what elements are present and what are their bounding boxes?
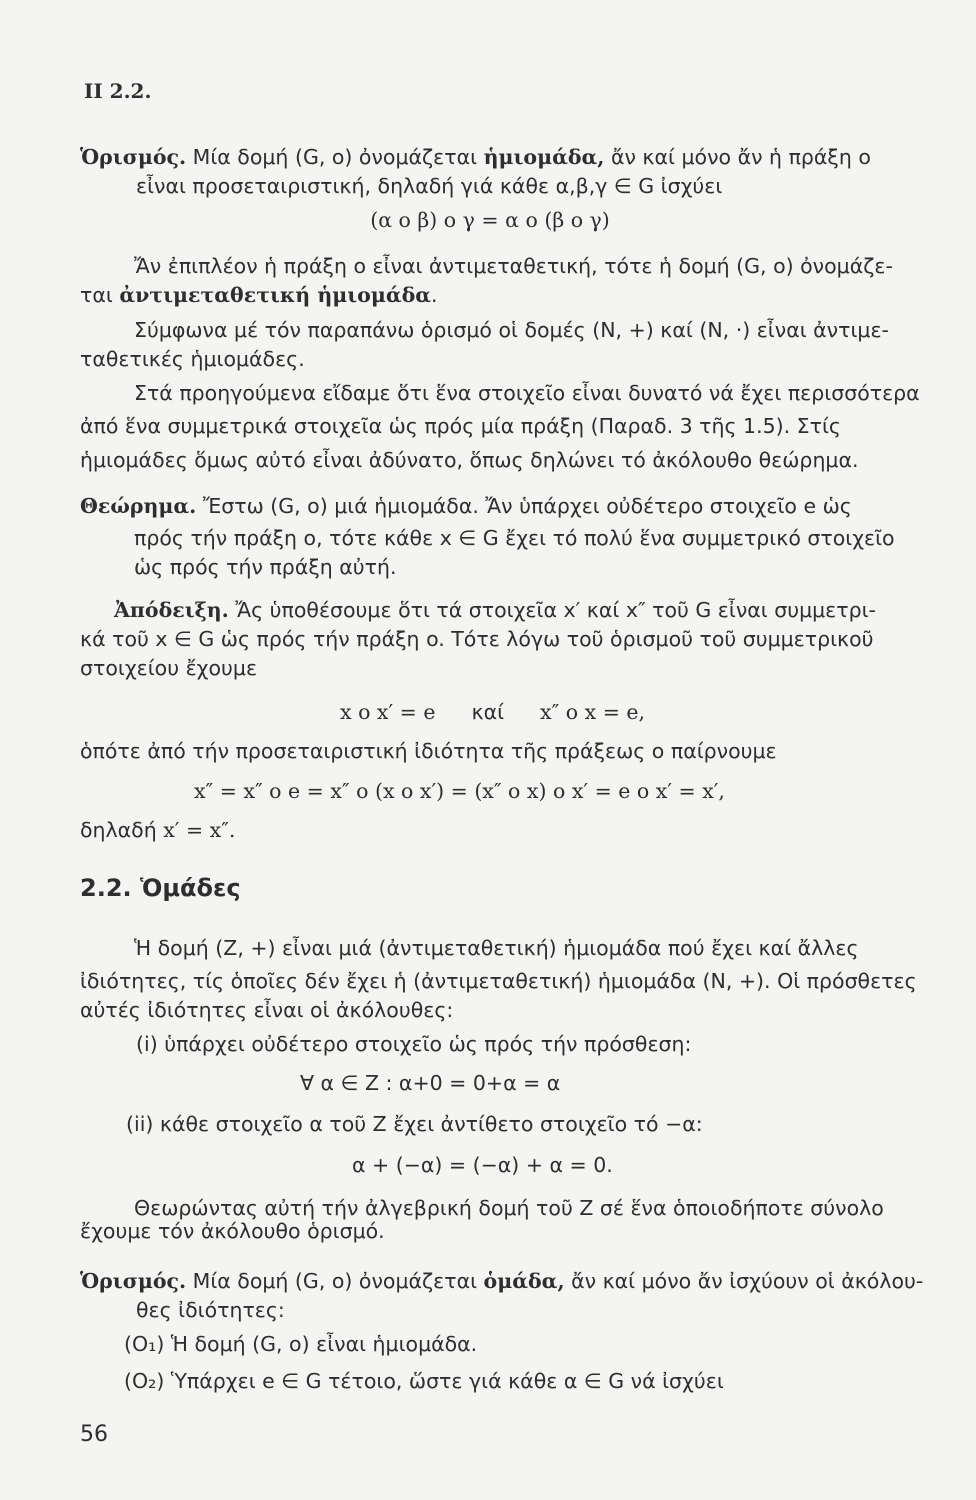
proof-equation-2: x″ = x″ o e = x″ o (x o x′) = (x″ o x) o x′ = e o x′ = x′, (194, 779, 725, 803)
remark-paragraph-line-2: ἀπό ἕνα συμμετρικά στοιχεῖα ὡς πρός μία πράξη (Παραδ. 3 τῆς 1.5). Στίς (80, 414, 841, 438)
proof-line-2: κά τοῦ x ∈ G ὡς πρός τήν πράξη o. Τότε λόγω τοῦ ὁρισμοῦ τοῦ συμμετρικοῦ (80, 627, 874, 651)
remark-paragraph-line-1: Στά προηγούμενα εἴδαμε ὅτι ἕνα στοιχεῖο εἶναι δυνατό νά ἔχει περισσότερα (134, 381, 920, 405)
proof-conclusion: δηλαδή x′ = x″. (80, 818, 236, 842)
examples-paragraph-line-2: ταθετικές ἡμιομάδες. (80, 347, 305, 371)
theorem-line-2: πρός τήν πράξη o, τότε κάθε x ∈ G ἔχει τό πολύ ἕνα συμμετρικό στοιχεῖο (134, 526, 895, 550)
groups-intro-line-2: ἰδιότητες, τίς ὁποῖες δέν ἔχει ἡ (ἀντιμεταθετική) ἡμιομάδα (N, +). Οἱ πρόσθετες (80, 969, 917, 993)
proof-line-3: στοιχείου ἔχουμε (80, 656, 258, 680)
commutative-paragraph-line-2: ται ἀντιμεταθετική ἡμιομάδα. (80, 283, 438, 307)
theorem-term: Θεώρημα. (80, 494, 197, 518)
commutative-paragraph-line-1: Ἄν ἐπιπλέον ἡ πράξη o εἶναι ἀντιμεταθετική, τότε ἡ δομή (G, o) ὀνομάζε- (134, 254, 893, 278)
section-heading: 2.2. Ὁμάδες (80, 874, 241, 902)
examples-paragraph-line-1: Σύμφωνα μέ τόν παραπάνω ὁρισμό οἱ δομές (N, +) καί (N, ·) εἶναι ἀντιμε- (134, 318, 889, 342)
property-i-equation: ∀ α ∈ Z : α+0 = 0+α = α (300, 1071, 561, 1095)
defined-term-commutative-semigroup: ἀντιμεταθετική ἡμιομάδα (119, 283, 432, 307)
associativity-equation: (α o β) o γ = α o (β o γ) (370, 208, 610, 232)
defined-term-semigroup: ἡμιομάδα, (483, 145, 605, 169)
axiom-o1: (O₁) Ἡ δομή (G, o) εἶναι ἡμιομάδα. (124, 1332, 478, 1356)
running-header: II 2.2. (84, 79, 152, 103)
definition-group-line-1: Ὁρισμός. Μία δομή (G, o) ὀνομάζεται ὁμάδα, ἄν καί μόνο ἄν ἰσχύουν οἱ ἀκόλου- (80, 1269, 924, 1293)
axiom-o2: (O₂) Ὑπάρχει e ∈ G τέτοιο, ὥστε γιά κάθε α ∈ G νά ἰσχύει (124, 1369, 724, 1393)
generalization-line-2: ἔχουμε τόν ἀκόλουθο ὁρισμό. (80, 1219, 385, 1243)
definition-term: Ὁρισμός. (80, 145, 187, 169)
property-ii-equation: α + (−α) = (−α) + α = 0. (352, 1153, 613, 1177)
page-number: 56 (80, 1422, 108, 1447)
proof-line-4: ὁπότε ἀπό τήν προσεταιριστική ἰδιότητα τῆς πράξεως o παίρνουμε (80, 739, 777, 763)
groups-intro-line-3: αὐτές ἰδιότητες εἶναι οἱ ἀκόλουθες: (80, 998, 454, 1022)
definition-group-line-2: θες ἰδιότητες: (136, 1298, 285, 1322)
definition-semigroup-line-1: Ὁρισμός. Μία δομή (G, o) ὀνομάζεται ἡμιομάδα, ἄν καί μόνο ἄν ἡ πράξη o (80, 145, 871, 169)
property-ii: (ii) κάθε στοιχεῖο α τοῦ Z ἔχει ἀντίθετο στοιχεῖο τό −α: (126, 1112, 703, 1136)
theorem-line-1: Θεώρημα. Ἔστω (G, o) μιά ἡμιομάδα. Ἄν ὑπάρχει οὐδέτερο στοιχεῖο e ὡς (80, 494, 852, 518)
definition-semigroup-line-2: εἶναι προσεταιριστική, δηλαδή γιά κάθε α,β,γ ∈ G ἰσχύει (136, 174, 723, 198)
remark-paragraph-line-3: ἡμιομάδες ὅμως αὐτό εἶναι ἀδύνατο, ὅπως δηλώνει τό ἀκόλουθο θεώρημα. (80, 448, 859, 472)
proof-equation-1: x o x′ = e καί x″ o x = e, (340, 700, 646, 724)
groups-intro-line-1: Ἡ δομή (Z, +) εἶναι μιά (ἀντιμεταθετική) ἡμιομάδα πού ἔχει καί ἄλλες (134, 936, 859, 960)
generalization-line-1: Θεωρώντας αὐτή τήν ἀλγεβρική δομή τοῦ Z σέ ἕνα ὁποιοδήποτε σύνολο (134, 1196, 884, 1220)
defined-term-group: ὁμάδα, (483, 1269, 565, 1293)
theorem-line-3: ὡς πρός τήν πράξη αὐτή. (134, 555, 397, 579)
property-i: (i) ὑπάρχει οὐδέτερο στοιχεῖο ὡς πρός τήν πρόσθεση: (136, 1032, 692, 1056)
definition-term: Ὁρισμός. (80, 1269, 187, 1293)
proof-term: Ἀπόδειξη. (114, 598, 229, 622)
proof-line-1: Ἀπόδειξη. Ἄς ὑποθέσουμε ὅτι τά στοιχεῖα x′ καί x″ τοῦ G εἶναι συμμετρι- (114, 598, 876, 622)
